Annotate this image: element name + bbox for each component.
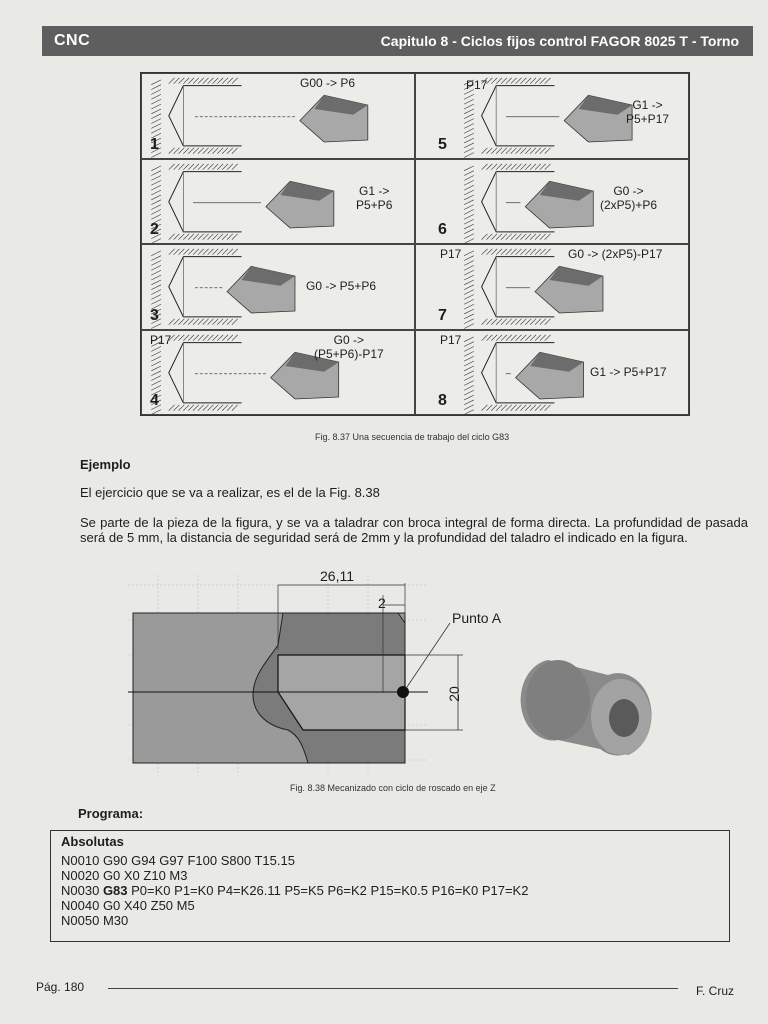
step-7-p17-label: P17 <box>440 247 462 261</box>
step-6-number: 6 <box>438 221 447 238</box>
step-4-number: 4 <box>150 392 159 409</box>
ejemplo-description: Se parte de la pieza de la figura, y se va a taladrar con broca integral de forma directa. La profundidad de pasada será de 5 mm, la distancia de seguridad será de 2mm y la profundidad del taladro el indicado en la figura. <box>80 515 748 545</box>
step-2-number: 2 <box>150 221 159 238</box>
program-line: N0050 M30 <box>61 913 129 928</box>
point-a-label: Punto A <box>452 610 502 626</box>
step-7-number: 7 <box>438 306 447 324</box>
sequence-step-3 <box>141 244 415 330</box>
program-listing <box>50 830 730 942</box>
sequence-step-8 <box>415 330 689 416</box>
program-line: N0010 G90 G94 G97 F100 S800 T15.15 <box>61 853 295 868</box>
step-3-label: G0 -> P5+P6 <box>306 279 377 293</box>
page-header <box>42 26 753 56</box>
header-section: CNC <box>54 32 91 49</box>
dimension-safety: 2 <box>378 595 386 611</box>
step-3-number: 3 <box>150 306 159 324</box>
ejemplo-heading: Ejemplo <box>80 457 131 472</box>
program-line: N0020 G0 X0 Z10 M3 <box>61 868 188 883</box>
step-1-number: 1 <box>150 135 159 153</box>
step-6-label: G0 -> (2xP5)+P6 <box>600 183 658 212</box>
sequence-step-1 <box>141 73 415 159</box>
step-1-drawing <box>142 74 414 158</box>
dimension-diameter: 20 <box>445 686 462 702</box>
author: F. Cruz <box>696 984 735 998</box>
step-5-p17-label: P17 <box>466 78 488 92</box>
sequence-step-6 <box>415 159 689 245</box>
sequence-step-7 <box>415 244 689 330</box>
program-line: N0030 G83 P0=K0 P1=K0 P4=K26.11 P5=K5 P6=K2 P15=K0.5 P16=K0 P17=K2 <box>61 883 529 898</box>
sequence-figure <box>140 72 690 416</box>
step-4-label: G0 -> (P5+P6)-P17 <box>314 332 384 361</box>
programa-heading: Programa: <box>78 806 144 821</box>
sequence-step-5 <box>415 73 689 159</box>
step-2-label: G1 -> P5+P6 <box>356 183 393 212</box>
fig-838-drawing <box>128 565 668 780</box>
program-mode: Absolutas <box>61 834 124 849</box>
sequence-step-2 <box>141 159 415 245</box>
dimension-length: 26,11 <box>320 568 354 584</box>
header-chapter-title: Capitulo 8 - Ciclos fijos control FAGOR 8025 T - Torno <box>380 33 739 49</box>
step-5-number: 5 <box>438 135 447 153</box>
sequence-step-4 <box>141 330 415 416</box>
step-1-label: G00 -> P6 <box>300 76 356 90</box>
step-8-number: 8 <box>438 392 447 409</box>
step-8-label: G1 -> P5+P17 <box>590 364 667 379</box>
step-7-label: G0 -> (2xP5)-P17 <box>568 247 663 261</box>
ejemplo-intro: El ejercicio que se va a realizar, es el de la Fig. 8.38 <box>80 485 380 500</box>
page-number: Pág. 180 <box>36 980 85 994</box>
step-4-p17-label: P17 <box>150 332 172 347</box>
fig-837-caption: Fig. 8.37 Una secuencia de trabajo del ciclo G83 <box>315 432 510 442</box>
program-line: N0040 G0 X40 Z50 M5 <box>61 898 195 913</box>
step-8-p17-label: P17 <box>440 332 462 347</box>
footer-rule <box>108 988 678 989</box>
step-5-label: G1 -> P5+P17 <box>626 98 670 126</box>
fig-838-caption: Fig. 8.38 Mecanizado con ciclo de roscado en eje Z <box>290 783 496 793</box>
